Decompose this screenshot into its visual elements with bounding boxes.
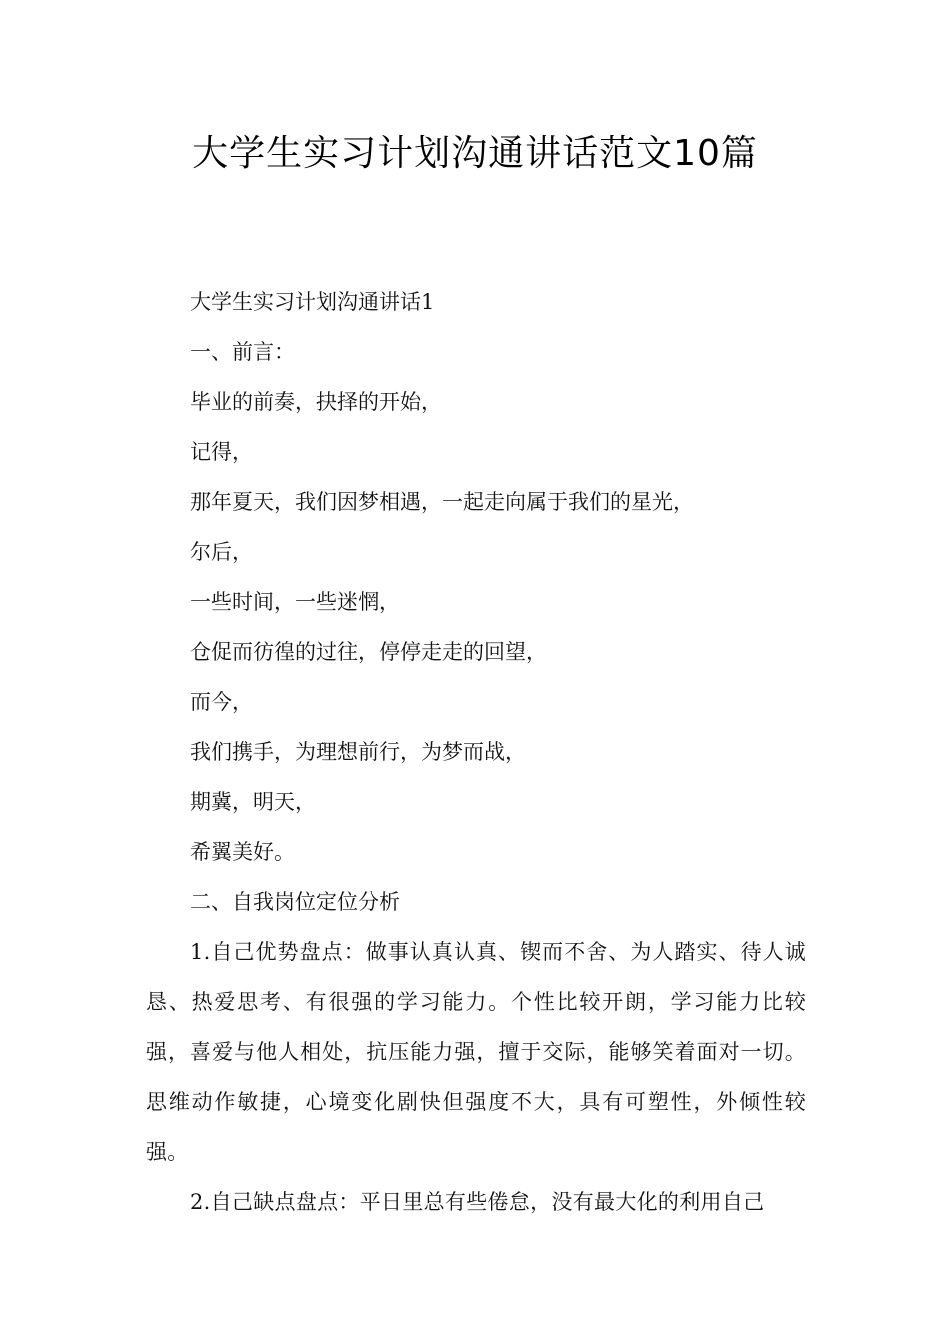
text-line: 我们携手，为理想前行，为梦而战， xyxy=(190,740,526,764)
text-line: 毕业的前奏，抉择的开始， xyxy=(190,390,442,414)
document-body xyxy=(146,277,806,1227)
paragraph: 2.自己缺点盘点：平日里总有些倦怠，没有最大化的利用自己 xyxy=(190,1190,765,1214)
text-line: 而今， xyxy=(190,690,253,714)
section-heading: 大学生实习计划沟通讲话1 xyxy=(190,290,435,314)
subsection-heading: 一、前言： xyxy=(190,340,295,364)
text-line: 尔后， xyxy=(190,540,253,564)
text-line: 一些时间，一些迷惘， xyxy=(190,590,400,614)
text-line: 那年夏天，我们因梦相遇，一起走向属于我们的星光， xyxy=(190,490,694,514)
text-line: 仓促而彷徨的过往，停停走走的回望， xyxy=(190,640,547,664)
paragraph: 1.自己优势盘点：做事认真认真、锲而不舍、为人踏实、待人诚恳、热爱思考、有很强的学习能力。个性比较开朗，学习能力比较强，喜爱与他人相处，抗压能力强，擅于交际，能够笑着面对一切。思维动作敏捷，心境变化剧快但强度不大，具有可塑性，外倾性较强。 xyxy=(146,940,806,1164)
text-line: 期冀，明天， xyxy=(190,790,316,814)
text-line: 记得， xyxy=(190,440,253,464)
subsection-heading: 二、自我岗位定位分析 xyxy=(190,890,400,914)
document-title: 大学生实习计划沟通讲话范文10篇 xyxy=(192,133,758,174)
text-line: 希翼美好。 xyxy=(190,840,295,864)
